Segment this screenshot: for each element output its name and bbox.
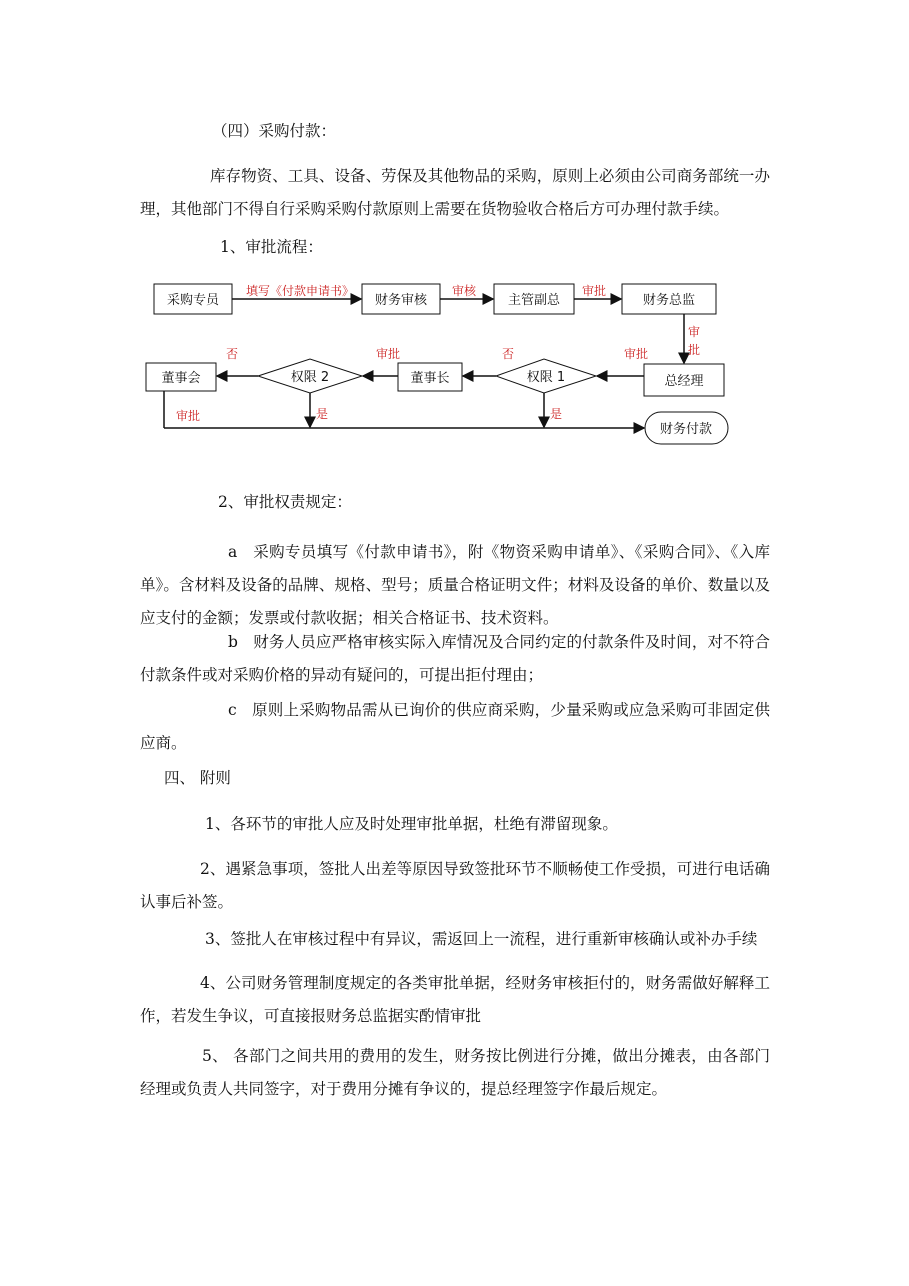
approval-flow-heading: 1、审批流程： bbox=[220, 238, 323, 256]
node-deputy-gm-label: 主管副总 bbox=[507, 293, 561, 308]
item-a-text: 采购专员填写《付款申请书》，附《物资采购申请单》、《采购合同》、《入库单》。含材料及设备的品牌、规格、型号；质量合格证明文件；材料及设备的单价、数量以及应支付的金额；发票或付款收据；相关合格证书、技术资料。 bbox=[140, 543, 770, 627]
rule-4: 4、公司财务管理制度规定的各类审批单据，经财务审核拒付的，财务需做好解释工作，若发生争议，可直接报财务总监据实酌情审批 bbox=[140, 974, 770, 1025]
node-gm-label: 总经理 bbox=[664, 374, 704, 389]
label-approve-vertical-1: 审 bbox=[688, 325, 701, 339]
label-approve-chairman: 审批 bbox=[376, 347, 401, 361]
node-finance-review-label: 财务审核 bbox=[374, 293, 428, 308]
rule-3: 3、签批人在审核过程中有异议，需返回上一流程，进行重新审核确认或补办手续 bbox=[205, 930, 758, 948]
label-approve-gm: 审批 bbox=[624, 347, 649, 361]
node-buyer-label: 采购专员 bbox=[166, 293, 220, 308]
item-b-text: 财务人员应严格审核实际入库情况及合同约定的付款条件及时间，对不符合付款条件或对采购价格的异动有疑问的，可提出拒付理由； bbox=[140, 633, 770, 684]
intro-paragraph: 库存物资、工具、设备、劳保及其他物品的采购，原则上必须由公司商务部统一办理，其他部门不得自行采购采购付款原则上需要在货物验收合格后方可办理付款手续。 bbox=[140, 167, 770, 218]
node-board-label: 董事会 bbox=[161, 371, 201, 386]
label-review: 审核 bbox=[452, 284, 477, 298]
node-chairman-label: 董事长 bbox=[410, 371, 450, 386]
node-authority1-label: 权限 1 bbox=[526, 370, 566, 385]
node-payment-label: 财务付款 bbox=[659, 422, 713, 437]
label-yes-1: 是 bbox=[550, 407, 563, 421]
item-b bbox=[140, 626, 770, 692]
item-b-marker: b bbox=[228, 633, 238, 651]
approval-flowchart bbox=[140, 270, 740, 450]
section-title: （四）采购付款： bbox=[212, 122, 337, 140]
item-c-text: 原则上采购物品需从已询价的供应商采购，少量采购或应急采购可非固定供应商。 bbox=[140, 701, 770, 752]
item-c-marker: c bbox=[228, 701, 237, 719]
item-a bbox=[140, 536, 770, 635]
rule-1: 1、各环节的审批人应及时处理审批单据，杜绝有滞留现象。 bbox=[205, 815, 618, 833]
label-approve-vertical-2: 批 bbox=[688, 343, 701, 357]
label-approve-deputy: 审批 bbox=[582, 284, 607, 298]
item-c bbox=[140, 694, 770, 760]
label-fill-form: 填写《付款申请书》 bbox=[246, 284, 355, 298]
rule-5: 5、 各部门之间共用的费用的发生，财务按比例进行分摊，做出分摊表，由各部门经理或负责人共同签字，对于费用分摊有争议的，提总经理签字作最后规定。 bbox=[140, 1047, 770, 1098]
node-cfo-label: 财务总监 bbox=[642, 293, 696, 308]
node-authority2-label: 权限 2 bbox=[290, 370, 330, 385]
label-approve-board: 审批 bbox=[176, 409, 201, 423]
approval-rights-heading: 2、审批权责规定： bbox=[218, 493, 352, 511]
label-no-2: 否 bbox=[226, 347, 239, 361]
item-a-marker: a bbox=[228, 543, 238, 561]
label-yes-2: 是 bbox=[316, 407, 329, 421]
rule-2: 2、遇紧急事项，签批人出差等原因导致签批环节不顺畅使工作受损，可进行电话确认事后补签。 bbox=[140, 860, 770, 911]
section4-title: 四、 附则 bbox=[164, 769, 231, 787]
label-no-1: 否 bbox=[502, 347, 515, 361]
